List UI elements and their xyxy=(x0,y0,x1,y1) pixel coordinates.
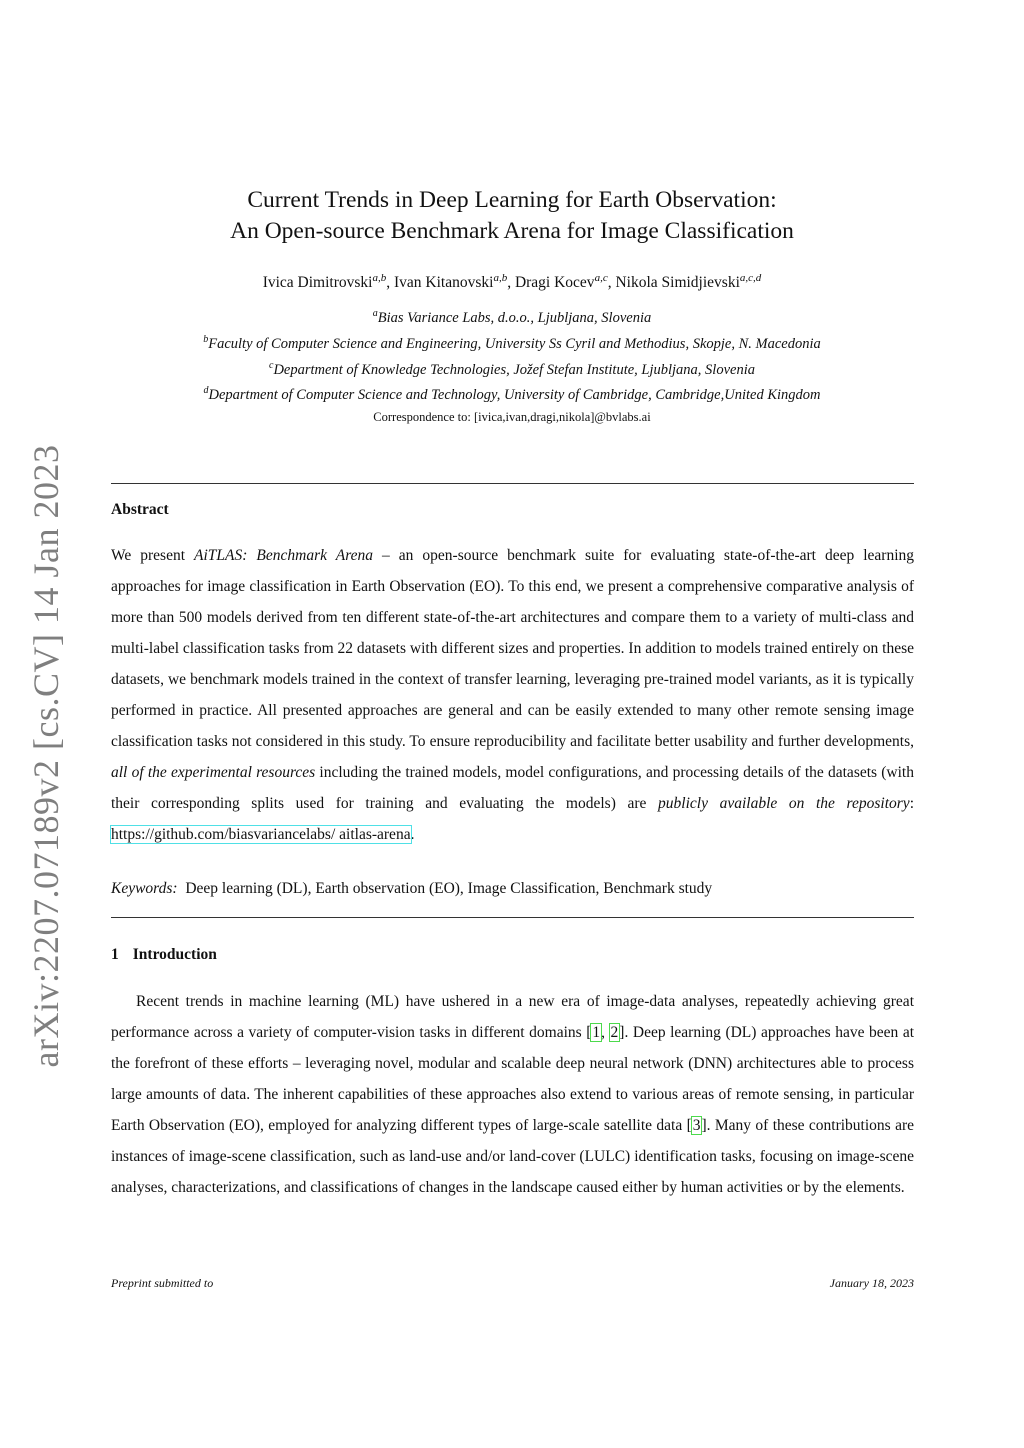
author-sup: a,b xyxy=(493,272,508,284)
title-line-1: Current Trends in Deep Learning for Earth Observation: xyxy=(247,187,777,213)
author-name: Dragi Kocev xyxy=(514,274,595,292)
keywords-text: Deep learning (DL), Earth observation (EO), Image Classification, Benchmark study xyxy=(185,880,713,897)
affiliation-text: Department of Computer Science and Technology, University of Cambridge, Cambridge,United Kingdom xyxy=(208,387,821,404)
affiliation xyxy=(0,329,1024,355)
affiliation-sup: b xyxy=(203,333,209,345)
abstract-emphasis: all of the experimental resources xyxy=(111,764,316,781)
abstract-text: including the trained models, model configurations, and processing details of the datasets (with their corresponding splits used for training and evaluating the models) are xyxy=(111,764,914,812)
abstract-heading: Abstract xyxy=(111,501,169,518)
affiliations xyxy=(0,303,1024,428)
affiliation xyxy=(0,380,1024,406)
title-line-2: An Open-source Benchmark Arena for Image Classification xyxy=(230,218,794,244)
abstract-text: : xyxy=(909,795,915,812)
section-heading xyxy=(111,946,217,964)
author-list: Ivica Dimitrovski$^{a,b}$, Ivan Kitanovski$^{a,b}$, Dragi Kocev$^{a,c}$, Nikola Simidjievski$^{a,c,d}$ xyxy=(262,272,762,292)
intro-paragraph xyxy=(111,986,914,1203)
abstract-text: We present xyxy=(111,547,195,564)
author-sup: a,b xyxy=(372,272,387,284)
intro-text: ]. Deep learning (DL) approaches have been at the forefront of these efforts – leveraging novel, modular and scalable deep neural network (DNN) architectures able to process large amounts of data. The inherent capabilities of these approaches also extend to various areas of remote sensing, in particular Earth Observation (EO), employed for analyzing different types of large-scale satellite data [ xyxy=(111,1024,915,1134)
affiliation xyxy=(0,303,1024,329)
abstract-suite-name: AiTLAS: Benchmark Arena xyxy=(194,547,374,564)
abstract-body xyxy=(111,540,914,850)
correspondence: Correspondence to: [ivica,ivan,dragi,nikola]@bvlabs.ai xyxy=(373,410,651,425)
affiliation-sup: a xyxy=(372,308,378,319)
intro-text: , xyxy=(601,1024,610,1041)
abstract-emphasis: publicly available on the repository xyxy=(658,795,910,812)
footer-preprint: Preprint submitted to xyxy=(111,1276,214,1290)
citation-link[interactable]: 3 xyxy=(692,1117,701,1134)
author-name: Ivica Dimitrovski xyxy=(262,274,373,292)
intro-text: Recent trends in machine learning (ML) have ushered in a new era of image-data analyses, repeatedly achieving great performance across a variety of computer-vision tasks in different domains [ xyxy=(111,993,914,1041)
section-number: 1 xyxy=(111,946,119,963)
author-name: Ivan Kitanovski xyxy=(393,274,494,292)
affiliation-sup: d xyxy=(203,385,209,397)
affiliation-text: Faculty of Computer Science and Engineering, University Ss Cyril and Methodius, Skopje, N. Macedonia xyxy=(208,335,821,352)
author-sup: a,c,d xyxy=(739,272,762,284)
abstract-text: – an open-source benchmark suite for evaluating state-of-the-art deep learning approaches for image classification in Earth Observation (EO). To this end, we present a comprehensive comparative analysis of more than 500 models derived from ten different state-of-the-art architectures and compare them to a variety of multi-class and multi-label classification tasks from 22 datasets with different sizes and properties. In addition to models trained entirely on these datasets, we benchmark models trained in the context of transfer learning, leveraging pre-trained model variants, as it is typically performed in practice. All presented approaches are general and can be easily extended to many other remote sensing image classification tasks not considered in this study. To ensure reproducibility and facilitate better usability and further developments, xyxy=(111,547,915,750)
affiliation-text: Bias Variance Labs, d.o.o., Ljubljana, Slovenia xyxy=(377,309,652,326)
section-title: Introduction xyxy=(132,946,217,963)
arxiv-stamp: arXiv:2207.07189v2 [cs.CV] 14 Jan 2023 xyxy=(26,444,66,1068)
bottom-rule xyxy=(111,917,914,918)
affiliation xyxy=(0,355,1024,381)
intro-text: ]. Many of these contributions are instances of image-scene classification, such as land-use and/or land-cover (LULC) identification tasks, focusing on image-scene analyses, characterizations, and classifications of changes in the landscape caused either by human activities or by the elements. xyxy=(111,1117,914,1196)
abstract-text: . xyxy=(410,826,415,843)
keywords-label: Keywords: xyxy=(111,880,178,897)
author-sup: a,c xyxy=(594,272,608,284)
keywords xyxy=(111,880,914,898)
citation-link[interactable]: 1 xyxy=(592,1024,601,1041)
footer-date: January 18, 2023 xyxy=(829,1276,914,1290)
repository-link[interactable]: https://github.com/biasvariancelabs/ aitlas-arena xyxy=(111,826,411,843)
author-name: Nikola Simidjievski xyxy=(615,274,740,292)
citation-link[interactable]: 2 xyxy=(610,1024,619,1041)
paper-title xyxy=(0,185,1024,247)
affiliation-text: Department of Knowledge Technologies, Jožef Stefan Institute, Ljubljana, Slovenia xyxy=(273,361,755,378)
affiliation-sup: c xyxy=(269,359,274,371)
top-rule xyxy=(111,483,914,484)
